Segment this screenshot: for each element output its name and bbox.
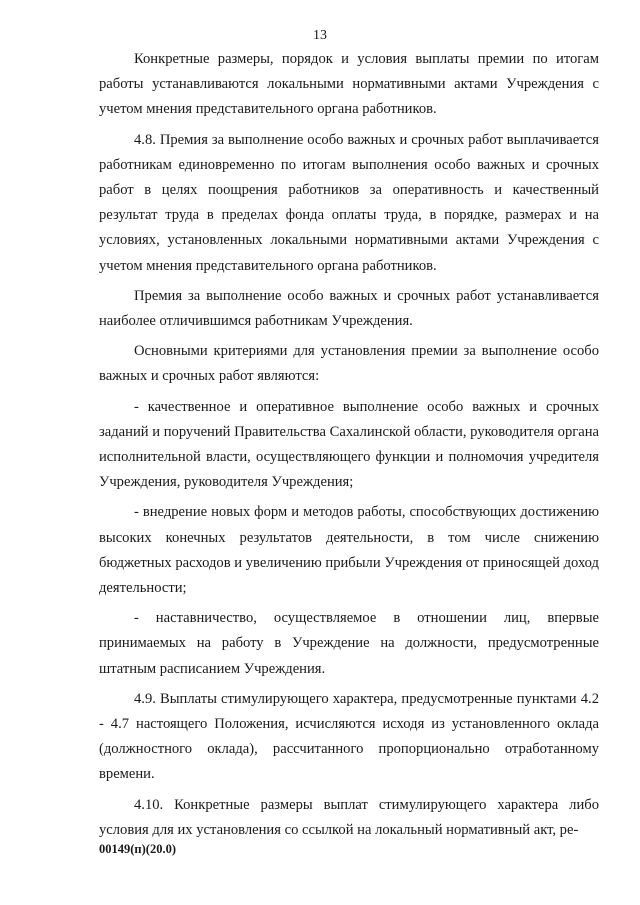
paragraph-bonus-terms: Конкретные размеры, порядок и условия выплаты премии по итогам работы устанавливаются локальными нормативными актами Учреждения с учетом мнения представительного органа работников.	[99, 51, 599, 118]
paragraph-bonus-recipients: Премия за выполнение особо важных и срочных работ устанавливается наиболее отличившимся работникам Учреждения.	[99, 287, 599, 330]
paragraph-4-9: 4.9. Выплаты стимулирующего характера, предусмотренные пунктами 4.2 - 4.7 настоящего Положения, исчисляются исходя из установленного оклада (должностного оклада), рассчитанного пропорционально отработанному времени.	[99, 690, 599, 783]
paragraph-criteria-intro: Основными критериями для установления премии за выполнение особо важных и срочных работ являются:	[99, 343, 599, 385]
paragraph-4-10: 4.10. Конкретные размеры выплат стимулирующего характера либо условия для их установления со ссылкой на локальный нормативный акт, ре-	[99, 796, 599, 838]
criteria-item-innovation: - внедрение новых форм и методов работы, способствующих достижению высоких конечных результатов деятельности, в том числе снижению бюджетных расходов и увеличению прибыли Учреждения от приносящей доход деятельности;	[99, 504, 599, 597]
document-body	[99, 47, 599, 848]
criteria-item-execution: - качественное и оперативное выполнение особо важных и срочных заданий и поручений Правительства Сахалинской области, руководителя органа исполнительной власти, осуществляющего функции и полномочия учредителя Учреждения, руководителя Учреждения;	[99, 398, 599, 491]
document-code: 00149(п)(20.0)	[99, 842, 176, 856]
criteria-item-mentoring: - наставничество, осуществляемое в отношении лиц, впервые принимаемых на работу в Учреждение на должности, предусмотренные штатным расписанием Учреждения.	[99, 610, 599, 677]
paragraph-4-8: 4.8. Премия за выполнение особо важных и срочных работ выплачивается работникам единовременно по итогам выполнения особо важных и срочных работ в целях поощрения работников за оперативность и качественный результат труда в пределах фонда оплаты труда, в порядке, размерах и на условиях, установленных локальными нормативными актами Учреждения с учетом мнения представительного органа работников.	[99, 131, 599, 274]
page-number: 13	[313, 28, 327, 43]
